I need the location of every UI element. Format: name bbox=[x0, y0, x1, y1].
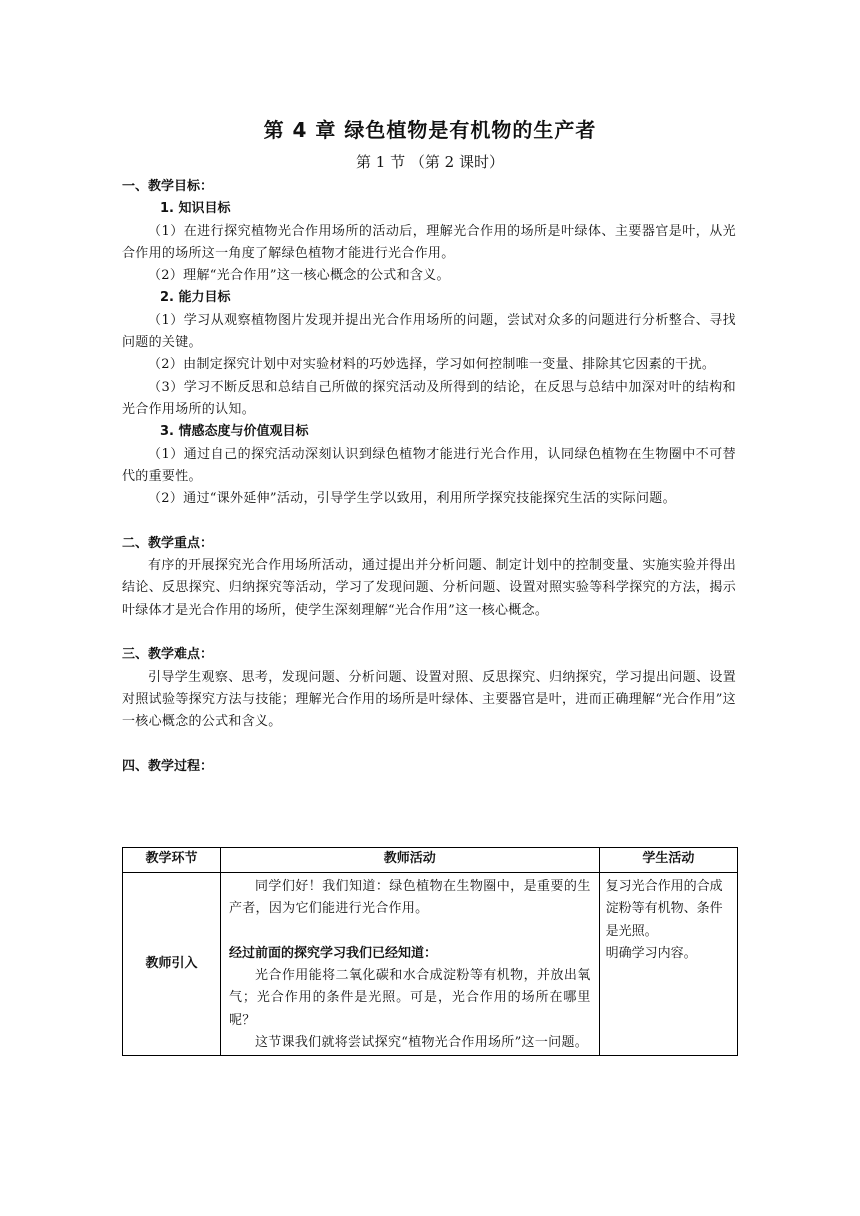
paragraph: 引导学生观察、思考，发现问题、分析问题、设置对照、反思探究、归纳探究，学习提出问题、设置对照试验等探究方法与技能；理解光合作用的场所是叶绿体、主要器官是叶，进而正确理解“光合作用”这一核心概念的公式和含义。 bbox=[122, 669, 736, 730]
paragraph: （2）通过“课外延伸”活动，引导学生学以致用，利用所学探究技能探究生活的实际问题。 bbox=[148, 491, 676, 507]
table-header-row bbox=[123, 848, 738, 873]
paragraph: 有序的开展探究光合作用场所活动，通过提出并分析问题、制定计划中的控制变量、实施实验并得出结论、反思探究、归纳探究等活动，学习了发现问题、分析问题、设置对照实验等科学探究的方法，揭示叶绿体才是光合作用的场所，使学生深刻理解“光合作用”这一核心概念。 bbox=[122, 558, 736, 618]
document-subtitle: 第 1 节 （第 2 课时） bbox=[356, 153, 504, 171]
teaching-process-table bbox=[122, 847, 738, 1056]
spacer bbox=[122, 622, 736, 644]
student-activity-cell bbox=[599, 873, 737, 1056]
paragraph: （3）学习不断反思和总结自己所做的探究活动及所得到的结论，在反思与总结中加深对叶的结构和光合作用场所的认知。 bbox=[122, 379, 736, 417]
paragraph: （2）理解“光合作用”这一核心概念的公式和含义。 bbox=[148, 268, 450, 284]
teacher-paragraph: 同学们好！我们知道：绿色植物在生物圈中，是重要的生产者，因为它们能进行光合作用。 bbox=[228, 879, 591, 917]
spacer bbox=[122, 733, 736, 755]
subheading-knowledge: 1. 知识目标 bbox=[160, 201, 231, 217]
teacher-paragraph: 这节课我们就将尝试探究“植物光合作用场所”这一问题。 bbox=[254, 1035, 589, 1051]
student-line: 复习光合作用的合成淀粉等有机物、条件是光照。 bbox=[605, 879, 723, 939]
paragraph: （1）学习从观察植物图片发现并提出光合作用场所的问题，尝试对众多的问题进行分析整合、寻找问题的关键。 bbox=[122, 312, 736, 351]
section-heading-objectives: 一、教学目标： bbox=[122, 179, 214, 194]
column-header-stage: 教学环节 bbox=[123, 848, 221, 873]
stage-cell: 教师引入 bbox=[123, 873, 221, 1056]
section-heading-keypoints: 二、教学重点： bbox=[122, 535, 214, 551]
subheading-ability: 2. 能力目标 bbox=[160, 290, 231, 306]
spacer bbox=[122, 510, 736, 532]
student-line: 明确学习内容。 bbox=[605, 945, 697, 961]
teacher-activity-cell bbox=[220, 873, 599, 1056]
spacer bbox=[229, 921, 591, 943]
teacher-bold-line: 经过前面的探究学习我们已经知道： bbox=[228, 945, 437, 961]
teacher-paragraph: 光合作用能将二氧化碳和水合成淀粉等有机物，并放出氧气；光合作用的条件是光照。可是，光合作用的场所在哪里呢？ bbox=[228, 968, 591, 1028]
paragraph: （1）在进行探究植物光合作用场所的活动后，理解光合作用的场所是叶绿体、主要器官是叶，从光合作用的场所这一角度了解绿色植物才能进行光合作用。 bbox=[122, 223, 736, 261]
section-heading-process: 四、教学过程： bbox=[122, 758, 214, 774]
section-heading-difficulties: 三、教学难点： bbox=[122, 647, 214, 663]
subheading-attitude: 3. 情感态度与价值观目标 bbox=[160, 424, 309, 440]
table-row bbox=[123, 873, 738, 1056]
document-body bbox=[122, 176, 736, 778]
document-title: 第 4 章 绿色植物是有机物的生产者 bbox=[263, 118, 597, 142]
column-header-student: 学生活动 bbox=[599, 848, 737, 873]
column-header-teacher: 教师活动 bbox=[220, 848, 599, 873]
paragraph: （2）由制定探究计划中对实验材料的巧妙选择，学习如何控制唯一变量、排除其它因素的干扰。 bbox=[148, 357, 716, 373]
paragraph: （1）通过自己的探究活动深刻认识到绿色植物才能进行光合作用，认同绿色植物在生物圈中不可替代的重要性。 bbox=[122, 446, 736, 484]
